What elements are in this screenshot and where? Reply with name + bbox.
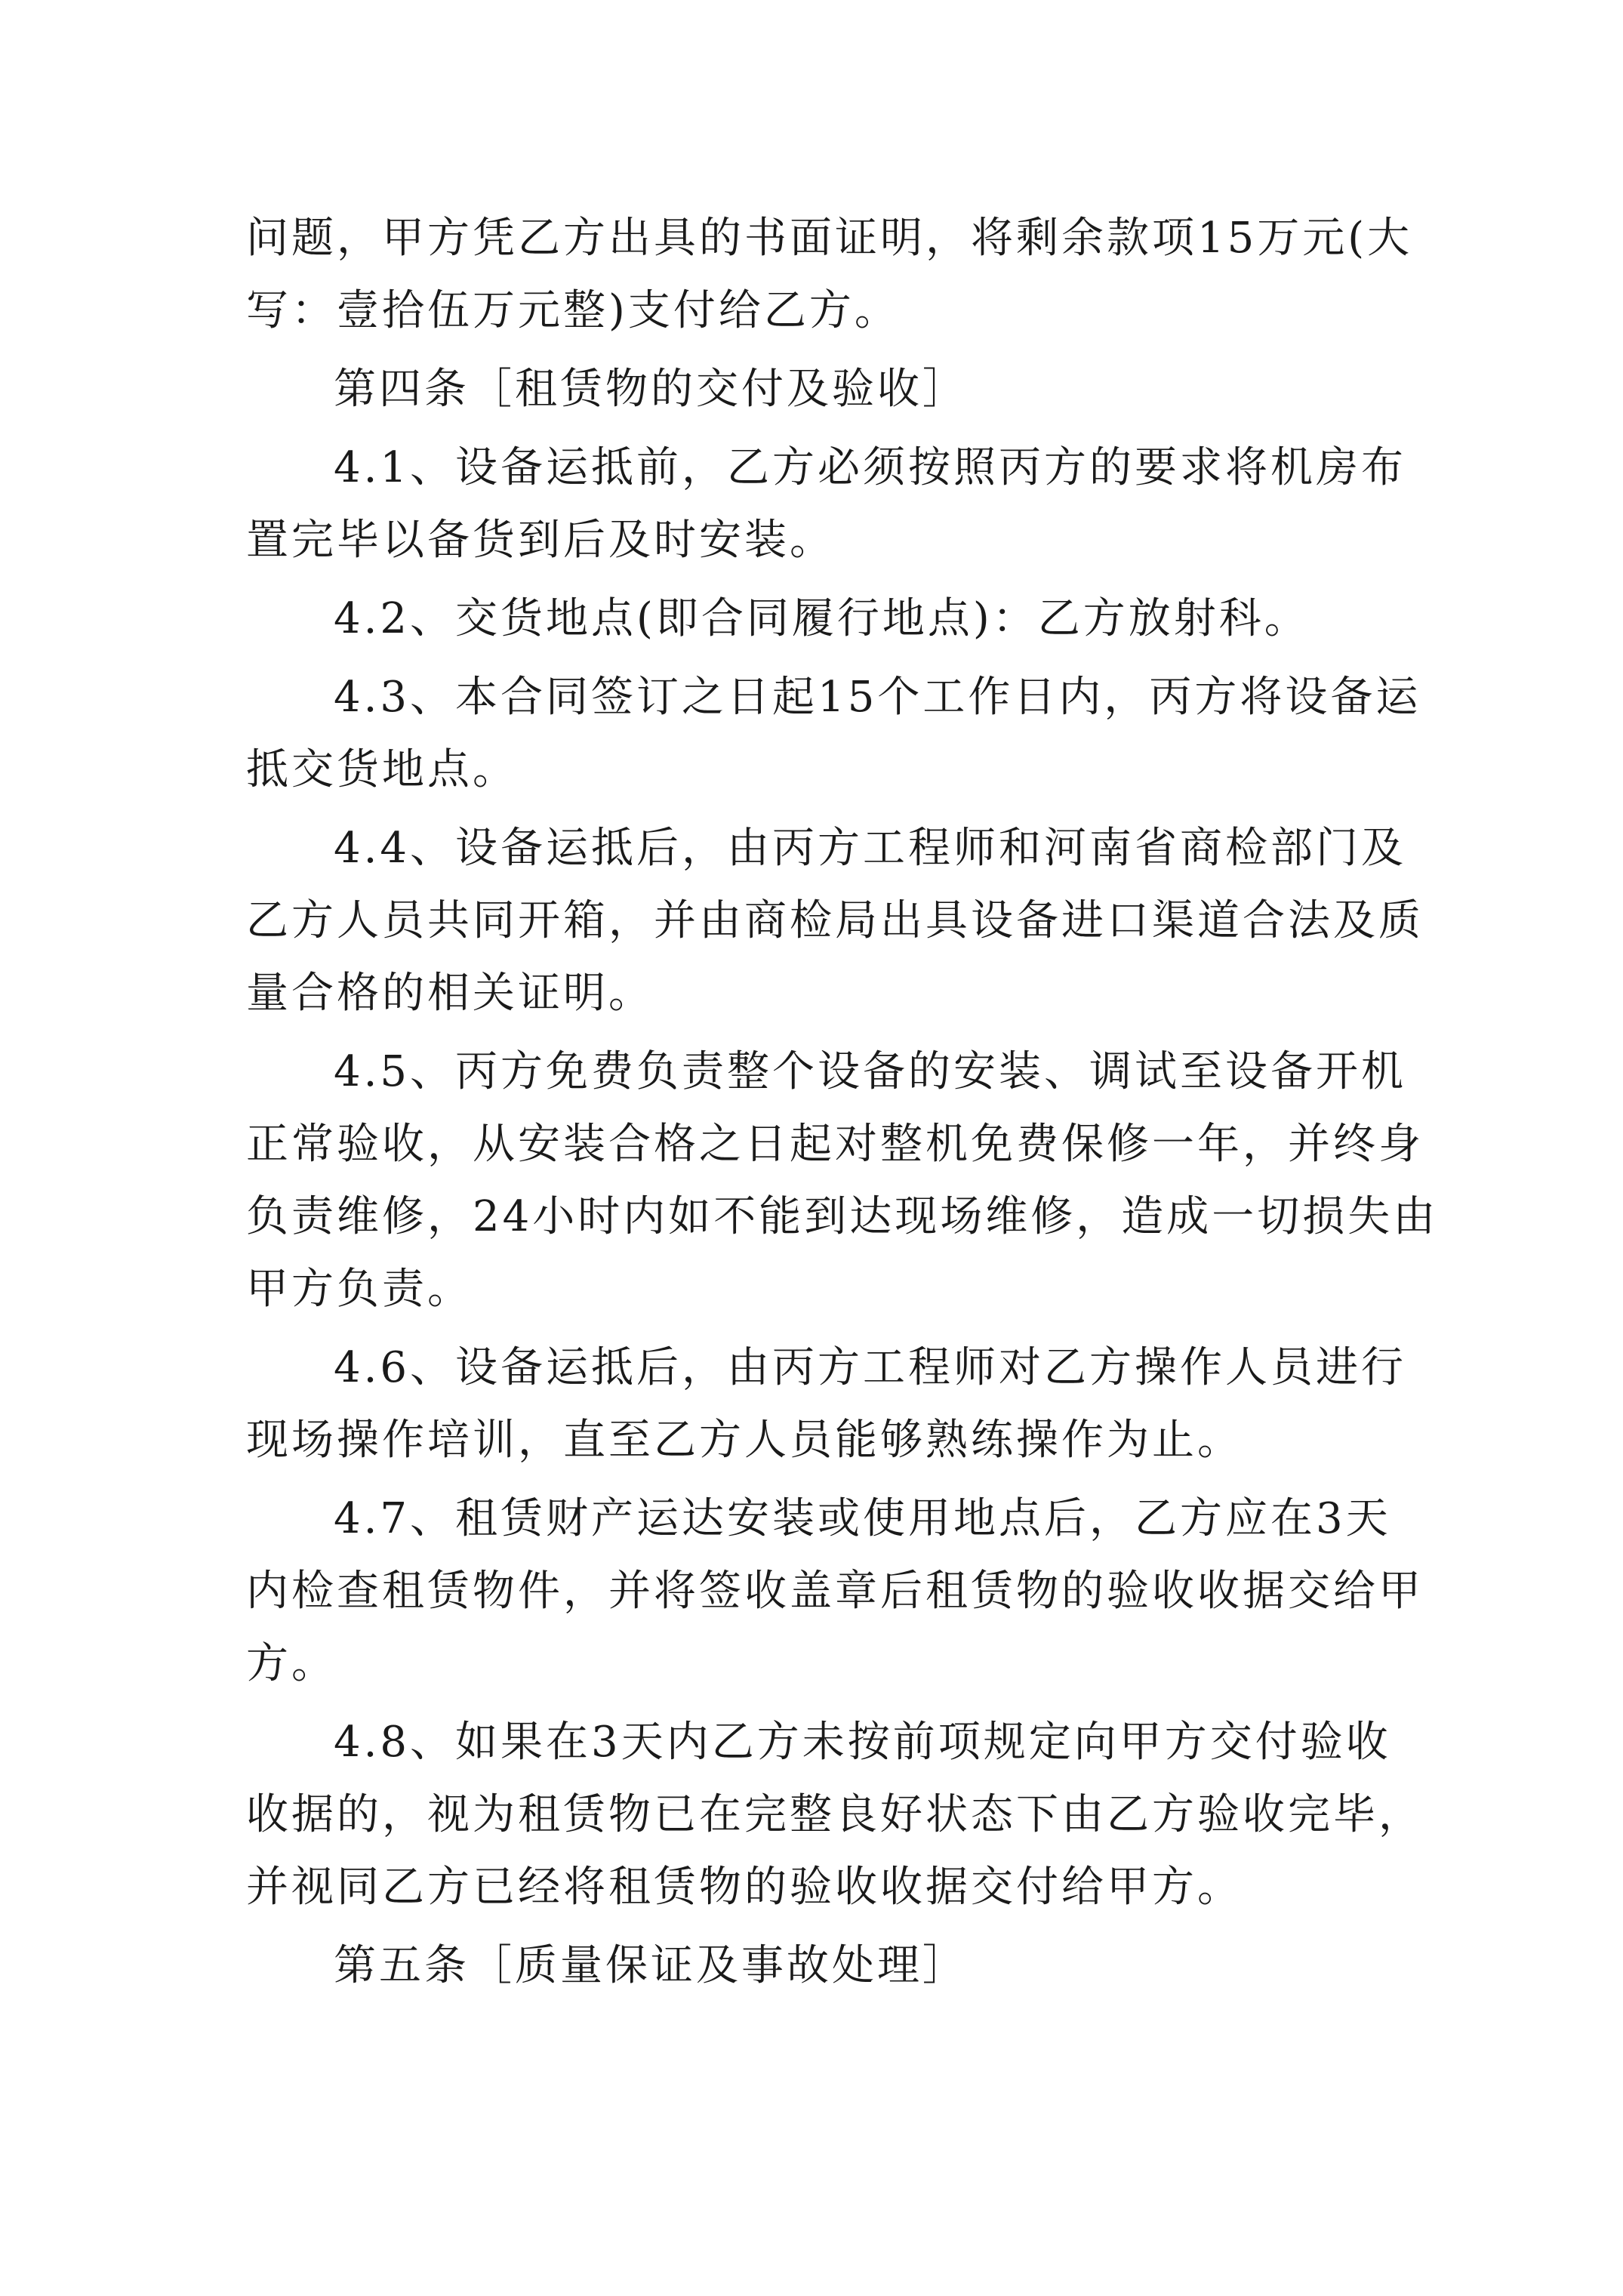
document-body xyxy=(246,202,1439,2008)
text-line: 抵交货地点。 xyxy=(246,745,518,794)
text-line: 乙方人员共同开箱，并由商检局出具设备进口渠道合法及质 xyxy=(246,896,1424,945)
clause-4-8 xyxy=(246,1706,1424,1924)
text-line: 4.1、设备运抵前，乙方必须按照丙方的要求将机房布 xyxy=(334,443,1407,492)
text-line: 4.3、本合同签订之日起15个工作日内，丙方将设备运 xyxy=(334,673,1421,722)
clause-4-2 xyxy=(246,583,1394,655)
text-line: 量合格的相关证明。 xyxy=(246,969,654,1018)
section-heading: 第五条［质量保证及事故处理］ xyxy=(334,1941,968,1990)
text-line: 4.7、租赁财产运达安装或使用地点后，乙方应在3天 xyxy=(334,1494,1391,1543)
text-line: 方。 xyxy=(246,1639,337,1688)
text-line: 4.8、如果在3天内乙方未按前项规定向甲方交付验收 xyxy=(334,1718,1391,1767)
text-line: 内检查租赁物件，并将签收盖章后租赁物的验收收据交给甲 xyxy=(246,1567,1424,1616)
text-line: 4.6、设备运抵后，由丙方工程师对乙方操作人员进行 xyxy=(334,1343,1407,1392)
section-heading: 第四条［租赁物的交付及验收］ xyxy=(334,365,968,414)
clause-4-5 xyxy=(246,1036,1439,1326)
text-line: 4.2、交货地点(即合同履行地点)：乙方放射科。 xyxy=(334,594,1310,643)
text-line: 置完毕以备货到后及时安装。 xyxy=(246,516,835,565)
text-line: 问题，甲方凭乙方出具的书面证明，将剩余款项15万元(大 xyxy=(246,214,1413,263)
clause-4-1 xyxy=(246,432,1407,577)
text-line: 现场操作培训，直至乙方人员能够熟练操作为止。 xyxy=(246,1416,1243,1465)
text-line: 写：壹拾伍万元整)支付给乙方。 xyxy=(246,286,900,335)
clause-4-4 xyxy=(246,812,1424,1030)
text-line: 正常验收，从安装合格之日起对整机免费保修一年，并终身 xyxy=(246,1120,1424,1169)
clause-4-6 xyxy=(246,1332,1407,1477)
clause-4-3 xyxy=(246,661,1421,806)
clause-4-7 xyxy=(246,1483,1424,1700)
text-line: 4.4、设备运抵后，由丙方工程师和河南省商检部门及 xyxy=(334,824,1407,873)
text-line: 收据的，视为租赁物已在完整良好状态下由乙方验收完毕， xyxy=(246,1790,1424,1839)
text-line: 甲方负责。 xyxy=(246,1265,473,1314)
text-line: 4.5、丙方免费负责整个设备的安装、调试至设备开机 xyxy=(334,1047,1407,1096)
text-line: 负责维修，24小时内如不能到达现场维修，造成一切损失由 xyxy=(246,1192,1439,1241)
article-4-heading xyxy=(246,353,1394,426)
paragraph-continued xyxy=(246,202,1413,347)
text-line: 并视同乙方已经将租赁物的验收收据交付给甲方。 xyxy=(246,1863,1243,1912)
article-5-heading xyxy=(246,1930,1394,2002)
